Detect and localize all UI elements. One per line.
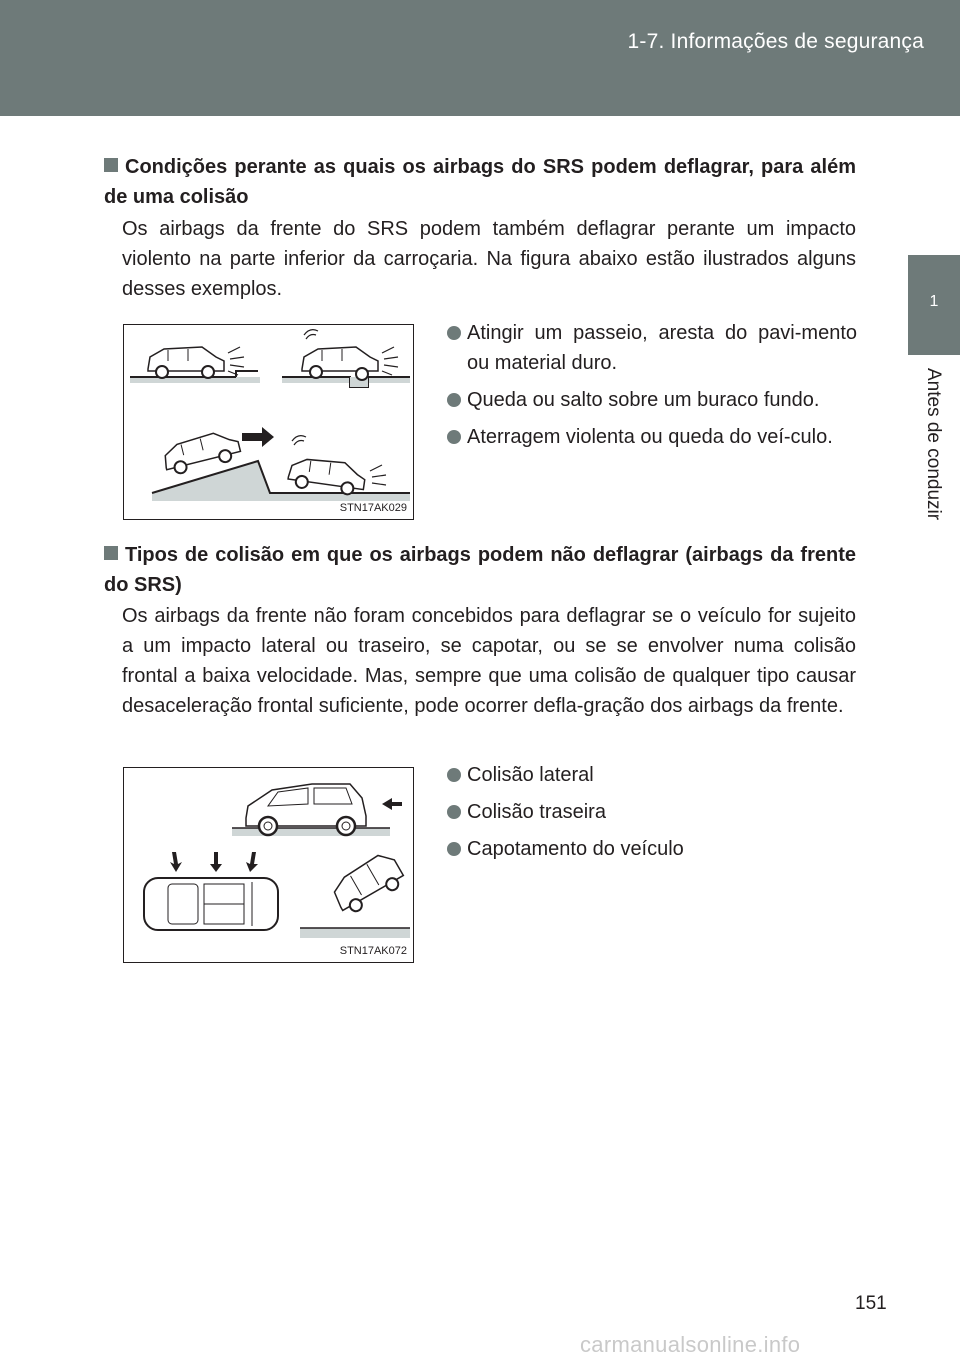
figure-non-deploy-collisions <box>123 767 414 963</box>
section-paragraph-1: Os airbags da frente do SRS podem também deflagrar perante um impacto violento na parte inferior da carroçaria. Na figura abaixo estão ilustrados alguns desses exemplos. <box>122 218 856 300</box>
chapter-tab <box>908 255 960 355</box>
figure-code: STN17AK029 <box>339 502 407 514</box>
bullet-dot-icon <box>447 805 461 819</box>
watermark: carmanualsonline.info <box>580 1332 801 1357</box>
non-deploy-collision-illustration <box>124 768 413 962</box>
bullet-dot-icon <box>447 430 461 444</box>
list-item: Colisão lateral <box>447 760 857 790</box>
square-bullet-icon <box>104 158 118 172</box>
chapter-title: 1-7. Informações de segurança <box>627 30 924 53</box>
bullet-list-2 <box>447 760 857 871</box>
page-number: 151 <box>855 1293 887 1314</box>
bullet-list-1 <box>447 318 857 459</box>
chapter-number: 1 <box>929 293 939 310</box>
bullet-dot-icon <box>447 842 461 856</box>
section-heading-2: Tipos de colisão em que os airbags podem não deflagrar (airbags da frente do SRS) <box>104 544 856 596</box>
bullet-dot-icon <box>447 768 461 782</box>
figure-code: STN17AK072 <box>339 945 407 957</box>
bullet-dot-icon <box>447 393 461 407</box>
square-bullet-icon <box>104 546 118 560</box>
list-item: Colisão traseira <box>447 797 857 827</box>
bullet-dot-icon <box>447 326 461 340</box>
underbody-impact-illustration <box>124 325 413 519</box>
page-header <box>0 0 960 116</box>
list-item: Aterragem violenta ou queda do veí-culo. <box>447 422 857 452</box>
figure-underbody-impacts <box>123 324 414 520</box>
list-item: Capotamento do veículo <box>447 834 857 864</box>
chapter-side-label: Antes de conduzir <box>923 368 944 521</box>
list-item: Atingir um passeio, aresta do pavi-mento ou material duro. <box>447 318 857 378</box>
section-heading-1: Condições perante as quais os airbags do SRS podem deflagrar, para além de uma colisão <box>104 156 856 208</box>
section-paragraph-2: Os airbags da frente não foram concebidos para deflagrar se o veículo for sujeito a um impacto lateral ou traseiro, se capotar, ou se se envolver numa colisão frontal a baixa velocidade. Mas, sempre que uma colisão de qualquer tipo causar desaceleração frontal suficiente, pode ocorrer defla-gração dos airbags da frente. <box>122 605 856 717</box>
list-item: Queda ou salto sobre um buraco fundo. <box>447 385 857 415</box>
